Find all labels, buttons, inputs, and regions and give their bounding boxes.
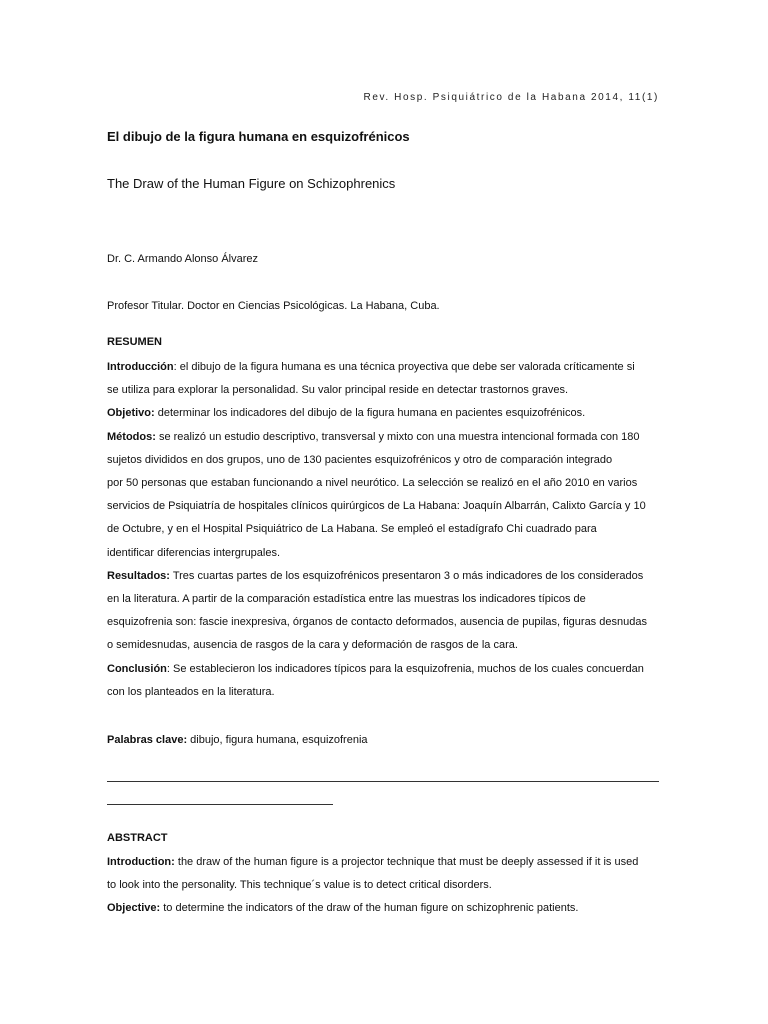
resumen-intro-line-1: Introducción: el dibujo de la figura humana es una técnica proyectiva que debe ser valorada críticamente si	[107, 361, 635, 373]
author-name: Dr. C. Armando Alonso Álvarez	[107, 253, 259, 265]
resumen-metodos-line-4: servicios de Psiquiatría de hospitales clínicos quirúrgicos de La Habana: Joaquín Albarrán, Calixto García y 10	[107, 500, 646, 513]
resumen-body	[107, 356, 663, 704]
objetivo-label: Objetivo:	[107, 407, 155, 420]
title-spanish: El dibujo de la figura humana en esquizofrénicos	[107, 129, 410, 144]
keywords	[107, 729, 663, 752]
resumen-metodos-line-2: sujetos divididos en dos grupos, uno de 130 pacientes esquizofrénicos y otro de comparación integrado	[107, 453, 613, 466]
separator-line-short	[107, 804, 333, 805]
keywords-label: Palabras clave:	[107, 734, 188, 746]
keywords-text: dibujo, figura humana, esquizofrenia	[187, 734, 368, 746]
resumen-resultados-line-1: Resultados: Tres cuartas partes de los esquizofrénicos presentaron 3 o más indicadores de los considerados	[107, 569, 644, 582]
resultados-label: Resultados:	[107, 569, 170, 582]
introduction-label: Introduction:	[107, 856, 175, 868]
journal-reference: Rev. Hosp. Psiquiátrico de la Habana 2014, 11(1)	[363, 92, 659, 103]
resumen-metodos-line-5: de Octubre, y en el Hospital Psiquiátrico de La Habana. Se empleó el estadígrafo Chi cuadrado para	[107, 523, 597, 536]
resumen-conclusion-line-2: con los planteados en la literatura.	[107, 685, 275, 698]
metodos-label: Métodos:	[107, 430, 156, 443]
objective-label: Objective:	[107, 902, 161, 915]
abstract-objective: Objective: to determine the indicators of the draw of the human figure on schizophrenic patients.	[107, 902, 579, 915]
title-english: The Draw of the Human Figure on Schizophrenics	[107, 176, 396, 191]
resumen-resultados-line-3: esquizofrenia son: fascie inexpresiva, órganos de contacto deformados, ausencia de pupilas, figuras desnudas	[107, 616, 647, 629]
resumen-heading: RESUMEN	[107, 336, 163, 348]
abstract-intro-line-2: to look into the personality. This technique´s value is to detect critical disorders.	[107, 879, 492, 892]
abstract-body	[107, 851, 663, 921]
resumen-intro-line-2: se utiliza para explorar la personalidad. Su valor principal reside en detectar trastornos graves.	[107, 384, 569, 397]
resumen-metodos-line-1: Métodos: se realizó un estudio descriptivo, transversal y mixto con una muestra intencional formada con 180	[107, 430, 640, 443]
resumen-resultados-line-4: o semidesnudas, ausencia de rasgos de la cara y deformación de rasgos de la cara.	[107, 639, 518, 652]
resumen-metodos-line-6: identificar diferencias intergrupales.	[107, 546, 281, 559]
author-affiliation: Profesor Titular. Doctor en Ciencias Psicológicas. La Habana, Cuba.	[107, 300, 440, 312]
conclusion-label: Conclusión	[107, 662, 167, 675]
resumen-resultados-line-2: en la literatura. A partir de la comparación estadística entre las muestras los indicadores típicos de	[107, 593, 586, 606]
intro-label: Introducción	[107, 361, 174, 373]
resumen-objetivo: Objetivo: determinar los indicadores del dibujo de la figura humana en pacientes esquizofrénicos.	[107, 407, 586, 420]
separator-line-long	[107, 781, 659, 782]
abstract-intro-line-1: Introduction: the draw of the human figure is a projector technique that must be deeply assessed if it is used	[107, 856, 639, 868]
resumen-metodos-line-3: por 50 personas que estaban funcionando a nivel neurótico. La selección se realizó en el año 2010 en varios	[107, 477, 638, 490]
resumen-conclusion-line-1: Conclusión: Se establecieron los indicadores típicos para la esquizofrenia, muchos de los cuales concuerdan	[107, 662, 644, 675]
abstract-heading: ABSTRACT	[107, 832, 168, 844]
